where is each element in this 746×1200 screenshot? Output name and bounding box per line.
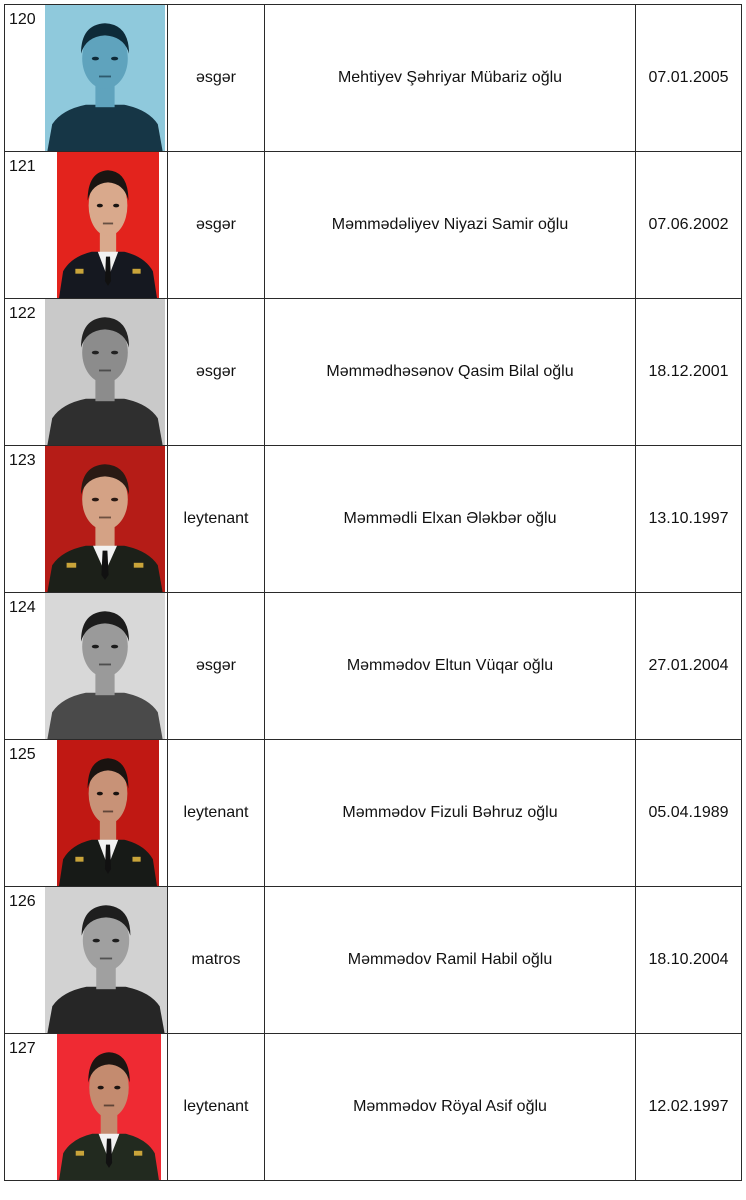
roster-body <box>5 5 742 1181</box>
photo-cell <box>45 740 168 887</box>
full-name-cell: Məmmədov Fizuli Bəhruz oğlu <box>265 740 636 887</box>
row-number: 121 <box>9 158 36 175</box>
table-row <box>5 593 742 740</box>
portrait-photo <box>45 887 167 1033</box>
portrait-svg <box>45 5 165 151</box>
photo-cell <box>45 152 168 299</box>
full-name-cell: Məmmədəliyev Niyazi Samir oğlu <box>265 152 636 299</box>
row-number-cell <box>5 1034 46 1181</box>
portrait-svg <box>57 1034 161 1180</box>
photo-cell <box>45 446 168 593</box>
table-row <box>5 740 742 887</box>
row-number-cell <box>5 446 46 593</box>
full-name-cell: Məmmədov Eltun Vüqar oğlu <box>265 593 636 740</box>
birth-date-cell: 05.04.1989 <box>636 740 742 887</box>
portrait-svg <box>45 887 167 1033</box>
portrait-svg <box>45 446 165 592</box>
row-number: 123 <box>9 452 36 469</box>
birth-date-cell: 27.01.2004 <box>636 593 742 740</box>
rank-cell: əsgər <box>168 152 265 299</box>
rank-cell: əsgər <box>168 5 265 152</box>
rank-cell: leytenant <box>168 1034 265 1181</box>
photo-cell <box>45 887 168 1034</box>
portrait-svg <box>57 740 159 886</box>
full-name-cell: Məmmədov Ramil Habil oğlu <box>265 887 636 1034</box>
photo-cell <box>45 1034 168 1181</box>
portrait-photo <box>45 299 165 445</box>
row-number: 120 <box>9 11 36 28</box>
birth-date-cell: 13.10.1997 <box>636 446 742 593</box>
rank-cell: matros <box>168 887 265 1034</box>
row-number: 127 <box>9 1040 36 1057</box>
row-number: 125 <box>9 746 36 763</box>
portrait-svg <box>45 593 165 739</box>
portrait-photo <box>45 593 165 739</box>
rank-cell: əsgər <box>168 299 265 446</box>
rank-cell: leytenant <box>168 740 265 887</box>
birth-date-cell: 18.12.2001 <box>636 299 742 446</box>
birth-date-cell: 18.10.2004 <box>636 887 742 1034</box>
portrait-photo <box>45 446 165 592</box>
birth-date-cell: 07.06.2002 <box>636 152 742 299</box>
table-row <box>5 5 742 152</box>
photo-cell <box>45 299 168 446</box>
row-number-cell <box>5 740 46 887</box>
portrait-svg <box>45 299 165 445</box>
portrait-photo <box>57 152 159 298</box>
table-row <box>5 152 742 299</box>
photo-cell <box>45 593 168 740</box>
portrait-photo <box>57 1034 161 1180</box>
birth-date-cell: 07.01.2005 <box>636 5 742 152</box>
portrait-svg <box>57 152 159 298</box>
portrait-photo <box>45 5 165 151</box>
table-row <box>5 299 742 446</box>
table-row <box>5 1034 742 1181</box>
row-number-cell <box>5 593 46 740</box>
rank-cell: leytenant <box>168 446 265 593</box>
table-row <box>5 446 742 593</box>
row-number-cell <box>5 299 46 446</box>
row-number-cell <box>5 152 46 299</box>
casualty-roster-table <box>4 4 742 1181</box>
rank-cell: əsgər <box>168 593 265 740</box>
row-number-cell <box>5 5 46 152</box>
full-name-cell: Mehtiyev Şəhriyar Mübariz oğlu <box>265 5 636 152</box>
row-number: 124 <box>9 599 36 616</box>
full-name-cell: Məmmədhəsənov Qasim Bilal oğlu <box>265 299 636 446</box>
birth-date-cell: 12.02.1997 <box>636 1034 742 1181</box>
table-row <box>5 887 742 1034</box>
row-number: 126 <box>9 893 36 910</box>
row-number: 122 <box>9 305 36 322</box>
portrait-photo <box>57 740 159 886</box>
full-name-cell: Məmmədli Elxan Ələkbər oğlu <box>265 446 636 593</box>
full-name-cell: Məmmədov Röyal Asif oğlu <box>265 1034 636 1181</box>
row-number-cell <box>5 887 46 1034</box>
photo-cell <box>45 5 168 152</box>
